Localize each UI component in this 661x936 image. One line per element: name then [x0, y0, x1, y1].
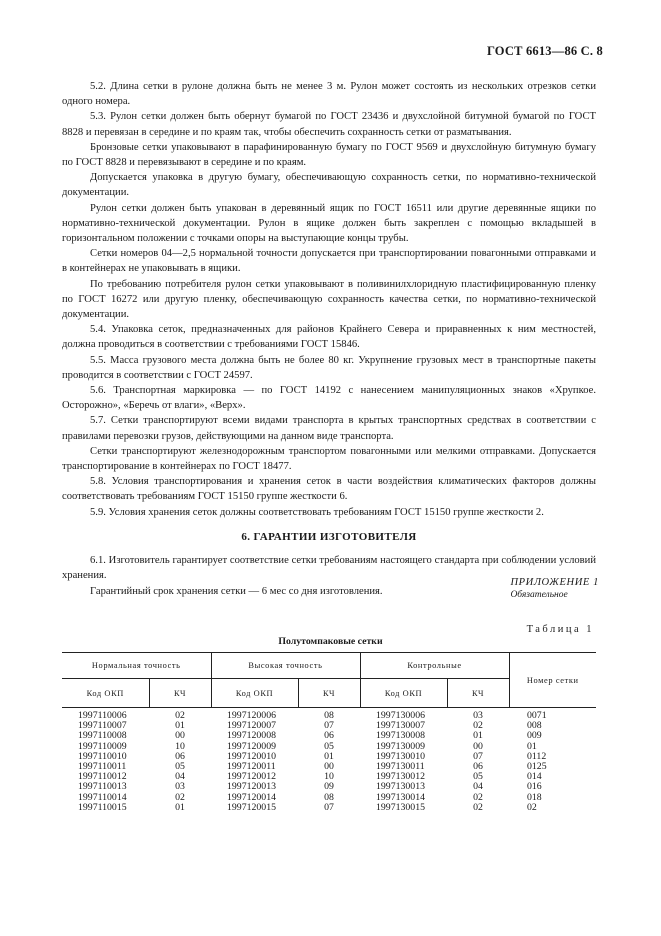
cell-okp-code: 1997120011 — [227, 761, 276, 773]
paragraph: 5.5. Масса грузового места должна быть не более 80 кг. Укрупнение грузовых мест в транспортные пакеты проводится в соответствии с ГОСТ 24597. — [62, 354, 596, 381]
cell-mesh-number: 0071 — [527, 710, 547, 721]
cell-kc: 02 — [473, 720, 483, 732]
paragraph: 5.2. Длина сетки в рулоне должна быть не менее 3 м. Рулон может состоять из нескольких отрезков сетки одного номера. — [62, 81, 596, 108]
header-high-accuracy: Высокая точность — [211, 653, 360, 679]
cell-okp-code: 1997130006 — [376, 710, 425, 721]
cell-kc: 06 — [175, 750, 185, 762]
page-header: ГОСТ 6613—86 С. 8 — [486, 44, 603, 58]
section-title: 6. ГАРАНТИИ ИЗГОТОВИТЕЛЯ — [241, 530, 417, 543]
cell-okp-code: 1997120008 — [227, 730, 276, 742]
cell-kc: 02 — [473, 791, 483, 803]
cell-kc: 07 — [473, 750, 483, 762]
paragraph: 5.3. Рулон сетки должен быть обернут бумагой по ГОСТ 23436 и двухслойной битумной бумагой по ГОСТ 8828 и перевязан в середине и по краям так, чтобы обеспечить сохранность сетки от разматывания. — [62, 111, 596, 138]
cell-okp-code: 1997110013 — [78, 781, 127, 793]
cell-kc: 10 — [324, 771, 334, 783]
cell-okp-code: 1997130011 — [376, 761, 425, 773]
cell-kc: 00 — [324, 761, 334, 773]
header-okp-code: Код ОКП — [62, 679, 149, 708]
cell-okp-code: 1997130008 — [376, 730, 425, 742]
header-okp-code: Код ОКП — [211, 679, 298, 708]
cell-mesh-number: 0125 — [527, 761, 547, 773]
paragraph: 6.1. Изготовитель гарантирует соответствие сетки требованиям настоящего стандарта при соблюдении условий хранения. — [62, 555, 596, 582]
appendix-subtitle: Обязательное — [510, 590, 568, 600]
cell-okp-code: 1997110006 — [78, 710, 127, 721]
table-number: Таблица 1 — [526, 624, 594, 635]
header-normal-accuracy: Нормальная точность — [62, 653, 211, 679]
cell-kc: 01 — [473, 730, 483, 742]
paragraph: Бронзовые сетки упаковывают в парафинированную бумагу по ГОСТ 9569 и двухслойную битумную бумагу по ГОСТ 8828 и перевязывают в середине и по краям. — [62, 141, 596, 169]
appendix-title: ПРИЛОЖЕНИЕ 1 — [510, 577, 599, 588]
cell-okp-code: 1997110008 — [78, 730, 127, 742]
header-kc: КЧ — [149, 679, 211, 708]
paragraph: Сетки номеров 04—2,5 нормальной точности допускается при транспортировании повагонными отправками и в контейнерах не упаковывать в ящики. — [62, 248, 596, 275]
header-mesh-number: Номер сетки — [509, 653, 596, 708]
cell-okp-code: 1997110009 — [78, 740, 127, 752]
cell-kc: 08 — [324, 710, 334, 721]
cell-mesh-number: 02 — [527, 801, 537, 813]
paragraph: 5.9. Условия хранения сеток должны соответствовать требованиям ГОСТ 15150 группе жесткости 2. — [90, 506, 544, 518]
cell-okp-code: 1997120015 — [227, 801, 276, 813]
cell-okp-code: 1997120013 — [227, 781, 276, 793]
table-title: Полутомпаковые сетки — [278, 636, 383, 647]
table-row — [62, 708, 596, 722]
paragraph: 5.7. Сетки транспортируют всеми видами транспорта в крытых транспортных средствах в соответствии с правилами перевозки грузов, действующими на данном виде транспорта. — [62, 415, 596, 442]
cell-kc: 07 — [324, 720, 334, 732]
cell-mesh-number: 0112 — [527, 750, 547, 762]
cell-mesh-number: 008 — [527, 720, 542, 732]
cell-okp-code: 1997110010 — [78, 750, 127, 762]
cell-kc: 00 — [473, 740, 483, 752]
cell-kc: 06 — [473, 761, 483, 773]
cell-kc: 06 — [324, 730, 334, 742]
header-kc: КЧ — [447, 679, 509, 708]
cell-mesh-number: 018 — [527, 791, 542, 803]
cell-kc: 09 — [324, 781, 334, 793]
cell-kc: 02 — [473, 801, 483, 813]
cell-okp-code: 1997120014 — [227, 791, 276, 803]
paragraph: Допускается упаковка в другую бумагу, обеспечивающую сохранность сетки, по нормативно-технической документации. — [62, 172, 596, 199]
cell-okp-code: 1997110012 — [78, 771, 127, 783]
cell-okp-code: 1997110007 — [78, 720, 127, 732]
cell-okp-code: 1997130007 — [376, 720, 425, 732]
cell-kc: 03 — [175, 781, 185, 793]
cell-okp-code: 1997130012 — [376, 771, 425, 783]
cell-okp-code: 1997110011 — [78, 761, 127, 773]
cell-okp-code: 1997120009 — [227, 740, 276, 752]
paragraph: 5.6. Транспортная маркировка — по ГОСТ 14192 с нанесением манипуляционных знаков «Хрупкое. Осторожно», «Беречь от влаги», «Верх». — [62, 385, 596, 412]
cell-kc: 03 — [473, 710, 483, 721]
cell-kc: 02 — [175, 710, 185, 721]
cell-kc: 01 — [175, 801, 185, 813]
cell-kc: 10 — [175, 740, 185, 752]
cell-okp-code: 1997120007 — [227, 720, 276, 732]
cell-kc: 05 — [473, 771, 483, 783]
cell-kc: 07 — [324, 801, 334, 813]
cell-kc: 04 — [175, 771, 185, 783]
paragraph: Рулон сетки должен быть упакован в деревянный ящик по ГОСТ 16511 или другие деревянные ящики по нормативно-технической документации. Рулон в ящике должен быть закреплен с помощью вкладышей в горизонтальном положении с точками опоры на выступающие концы трубы. — [62, 202, 596, 245]
cell-kc: 08 — [324, 791, 334, 803]
cell-kc: 04 — [473, 781, 483, 793]
table-row — [62, 803, 596, 813]
document-body — [62, 79, 596, 599]
cell-okp-code: 1997130010 — [376, 750, 425, 762]
cell-kc: 01 — [175, 720, 185, 732]
cell-okp-code: 1997110014 — [78, 791, 127, 803]
header-kc: КЧ — [298, 679, 360, 708]
cell-okp-code: 1997120010 — [227, 750, 276, 762]
header-okp-code: Код ОКП — [360, 679, 447, 708]
cell-kc: 02 — [175, 791, 185, 803]
paragraph: Сетки транспортируют железнодорожным транспортом повагонными или мелкими отправками. Допускается транспортирование в контейнерах по ГОСТ 18477. — [62, 445, 596, 473]
cell-mesh-number: 009 — [527, 730, 542, 742]
paragraph: 5.4. Упаковка сеток, предназначенных для районов Крайнего Севера и приравненных к ним местностей, должна проводиться в соответствии с требованиями ГОСТ 15846. — [62, 324, 596, 351]
cell-okp-code: 1997130014 — [376, 791, 425, 803]
cell-okp-code: 1997110015 — [78, 801, 127, 813]
cell-mesh-number: 016 — [527, 781, 542, 793]
cell-okp-code: 1997120012 — [227, 771, 276, 783]
cell-okp-code: 1997130009 — [376, 740, 425, 752]
header-control: Контрольные — [360, 653, 509, 679]
cell-okp-code: 1997130013 — [376, 781, 425, 793]
paragraph: 5.8. Условия транспортирования и хранения сеток в части воздействия климатических факторов должны соответствовать требованиям ГОСТ 15150 группе жесткости 6. — [62, 476, 596, 503]
cell-okp-code: 1997120006 — [227, 710, 276, 721]
appendix-label — [510, 577, 599, 601]
cell-kc: 01 — [324, 750, 334, 762]
cell-mesh-number: 01 — [527, 740, 537, 752]
paragraph: По требованию потребителя рулон сетки упаковывают в поливинилхлоридную пластифицированную пленку по ГОСТ 16272 или другую пленку, обеспечивающую сохранность качества сетки, по нормативно-технической документации. — [62, 278, 596, 321]
cell-mesh-number: 014 — [527, 771, 542, 783]
cell-kc: 05 — [324, 740, 334, 752]
cell-kc: 00 — [175, 730, 185, 742]
cell-okp-code: 1997130015 — [376, 801, 425, 813]
data-table — [62, 652, 596, 813]
cell-kc: 05 — [175, 761, 185, 773]
table-body — [62, 708, 596, 814]
paragraph: Гарантийный срок хранения сетки — 6 мес со дня изготовления. — [90, 585, 383, 597]
